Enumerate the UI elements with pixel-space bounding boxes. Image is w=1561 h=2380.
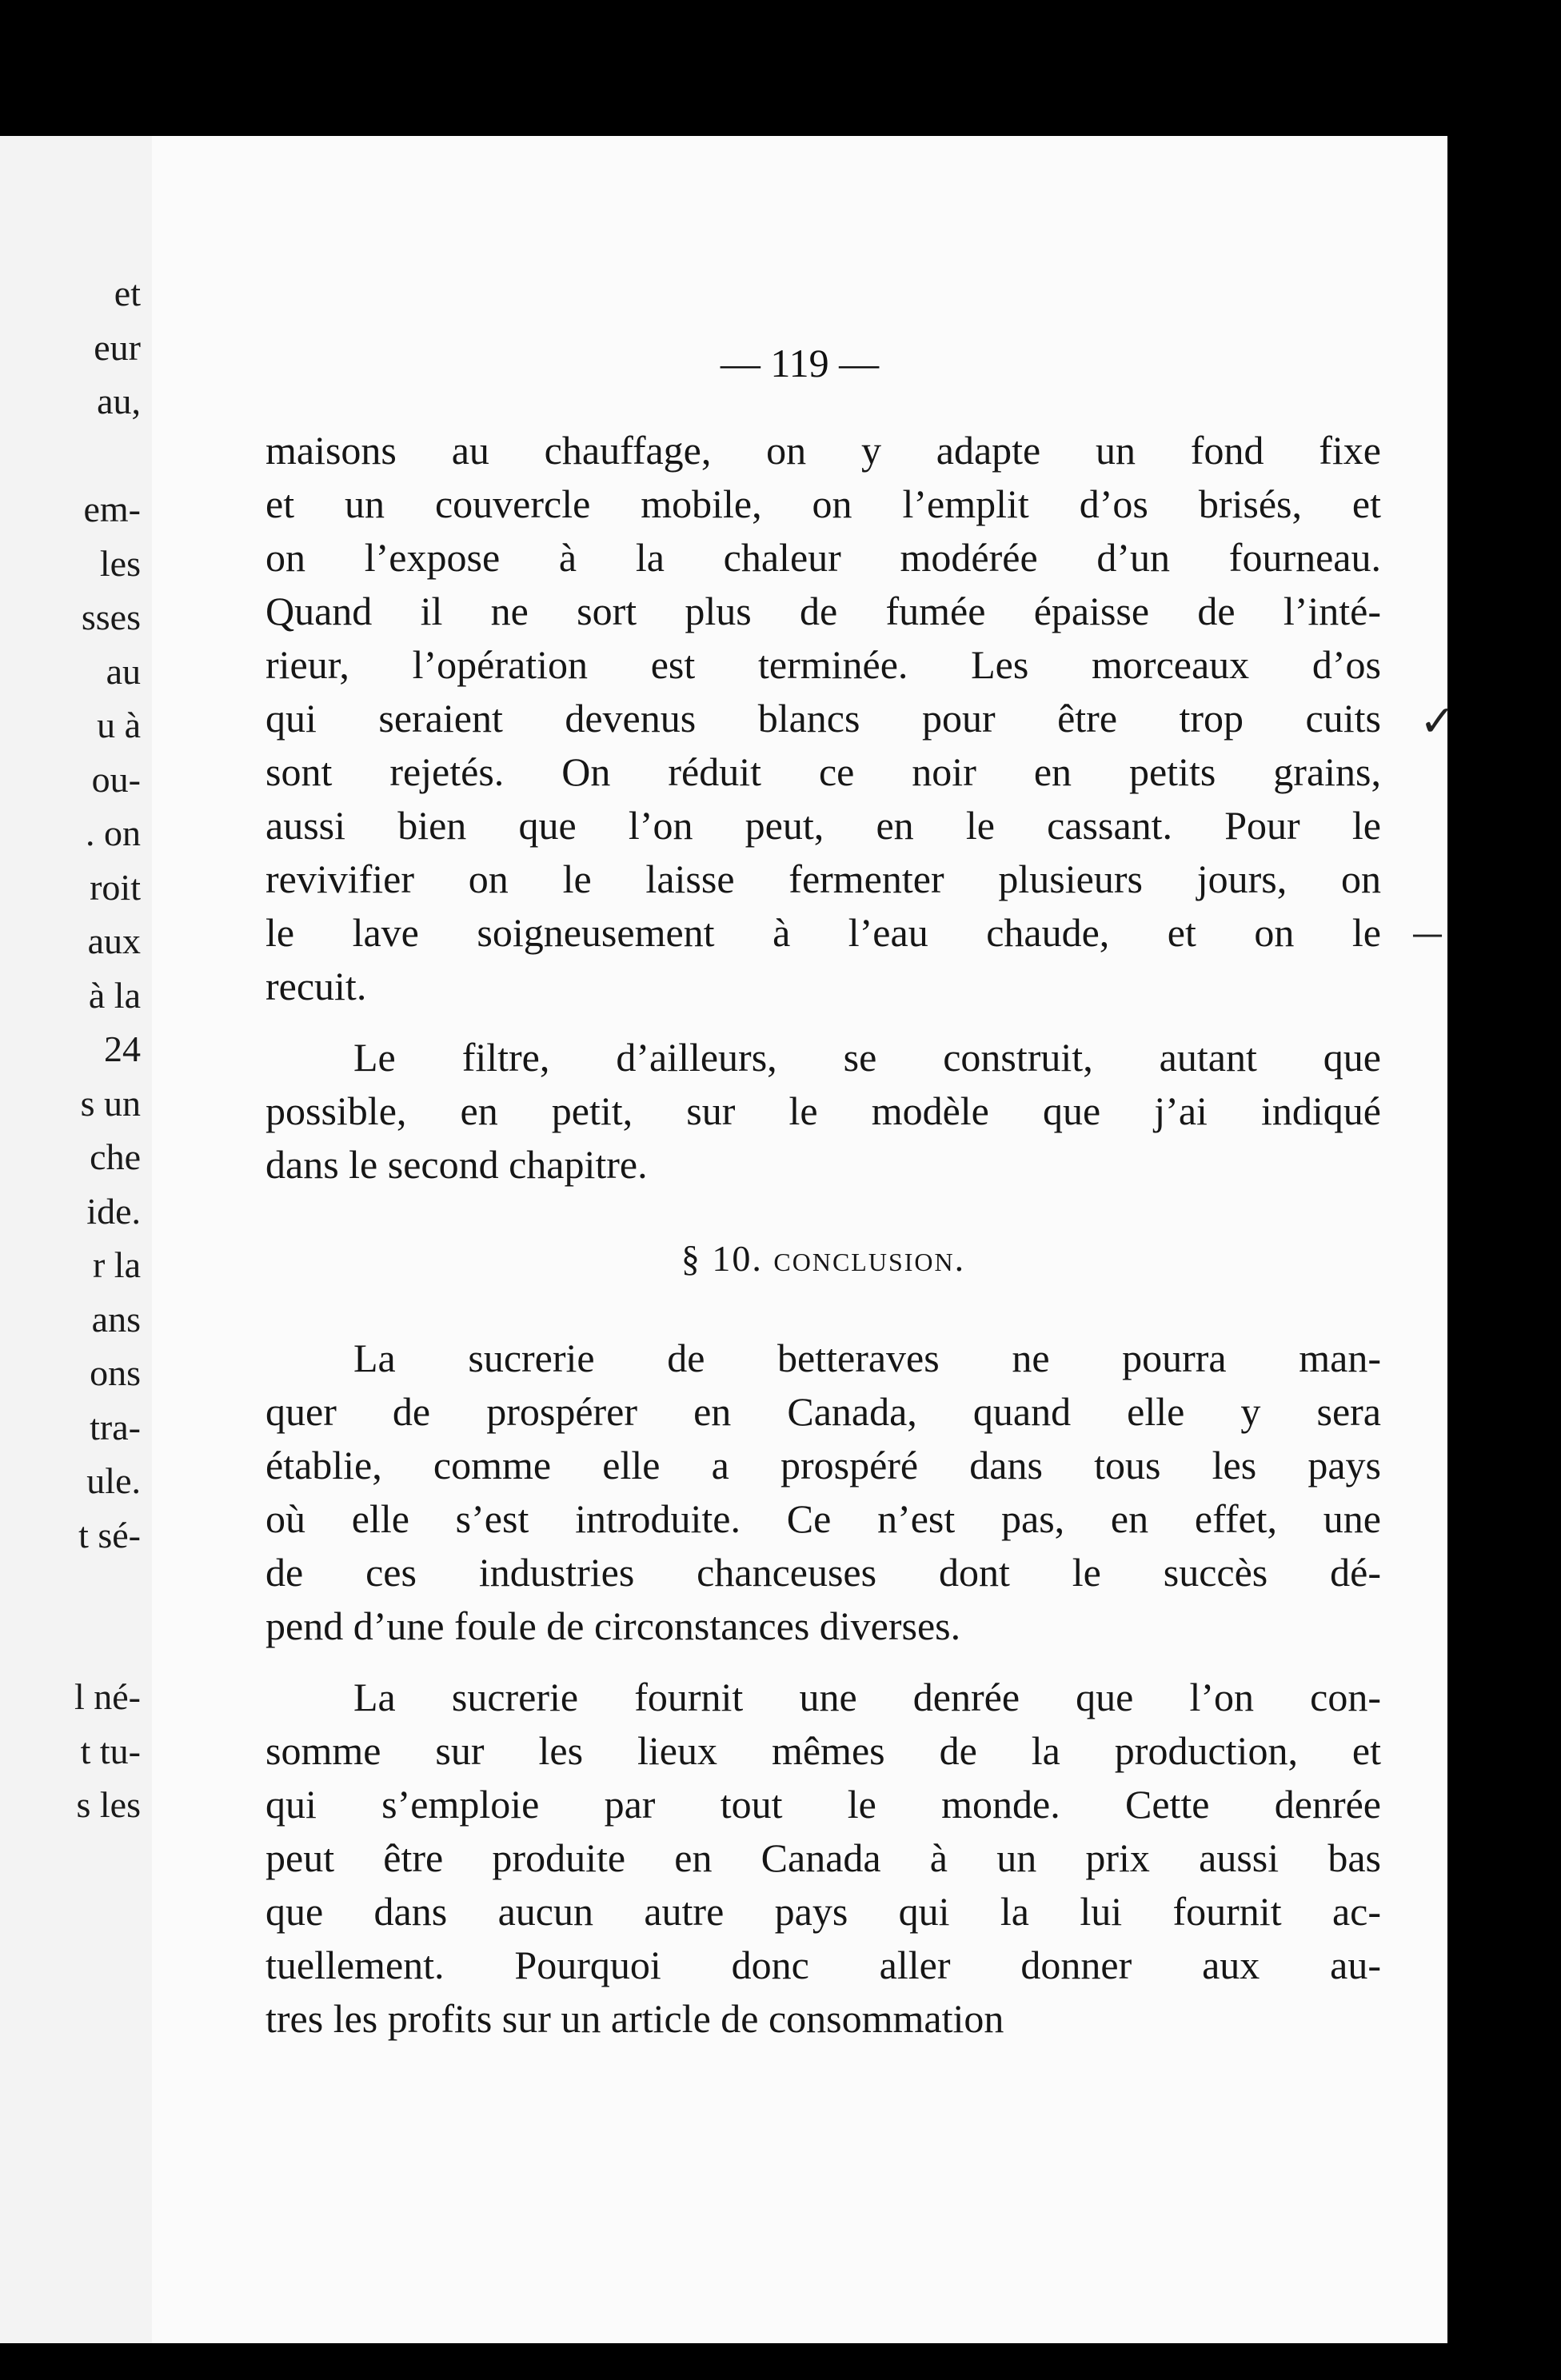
text-line: où elle s’est introduite. Ce n’est pas, en effet, une — [265, 1496, 1381, 1541]
previous-page-line: à la — [88, 974, 141, 1016]
previous-page-line: au — [106, 650, 141, 692]
dash-mark-icon: — — [1411, 916, 1443, 952]
text-line: possible, en petit, sur le modèle que j’ai indiqué — [265, 1088, 1381, 1133]
previous-page-line: ons — [90, 1352, 141, 1393]
text-line: recuit. — [265, 964, 367, 1008]
paragraph-conclusion-1 — [265, 1332, 1381, 1653]
text-line: que dans aucun autre pays qui la lui fournit ac- — [265, 1889, 1381, 1934]
paragraph-filter — [265, 1031, 1381, 1192]
previous-page-line: r la — [92, 1244, 141, 1285]
text-line: rieur, l’opération est terminée. Les morceaux d’os — [265, 642, 1381, 687]
previous-page-line: che — [90, 1136, 141, 1177]
text-line: pend d’une foule de circonstances diverses. — [265, 1603, 961, 1648]
previous-page-line: u à — [97, 705, 141, 745]
previous-page-line: ule. — [86, 1460, 141, 1501]
section-heading — [265, 1232, 1381, 1285]
previous-page-line: l né- — [74, 1676, 141, 1717]
previous-page-line: ou- — [91, 758, 141, 800]
previous-page-line: t tu- — [80, 1730, 141, 1771]
previous-page-line: . on — [86, 813, 141, 853]
text-line: somme sur les lieux mêmes de la production, et — [265, 1728, 1381, 1773]
text-line: tuellement. Pourquoi donc aller donner aux au- — [265, 1943, 1381, 1987]
text-line: et un couvercle mobile, on l’emplit d’os brisés, et — [265, 481, 1381, 526]
previous-page-line: s les — [76, 1784, 141, 1825]
section-title: conclusion. — [773, 1238, 966, 1279]
section-number: § 10. — [681, 1238, 763, 1279]
text-line: tres les profits sur un article de consommation — [265, 1996, 1004, 2041]
previous-page-line: roit — [90, 866, 141, 908]
text-line: aussi bien que l’on peut, en le cassant. Pour le — [265, 803, 1381, 848]
previous-page-line: s un — [80, 1082, 141, 1124]
previous-page-line: aux — [87, 920, 141, 961]
text-line: qui s’emploie par tout le monde. Cette denrée — [265, 1782, 1381, 1827]
previous-page-line: tra- — [90, 1406, 141, 1448]
check-mark-icon: ✓ — [1419, 696, 1456, 746]
previous-page-line: eur — [94, 326, 141, 368]
text-line: Quand il ne sort plus de fumée épaisse de l’inté- — [265, 589, 1381, 633]
previous-page-line: 24 — [104, 1028, 141, 1069]
previous-page-line: t sé- — [78, 1514, 141, 1555]
text-line: de ces industries chanceuses dont le succès dé- — [265, 1550, 1381, 1595]
previous-page-line: ans — [91, 1298, 141, 1340]
text-line: dans le second chapitre. — [265, 1142, 648, 1187]
paragraph-continuation — [265, 424, 1381, 1013]
text-line: sont rejetés. On réduit ce noir en petits grains, — [265, 749, 1381, 794]
previous-page-edge — [0, 136, 157, 2343]
text-line: La sucrerie fournit une denrée que l’on con- — [353, 1675, 1381, 1719]
text-line: qui seraient devenus blancs pour être trop cuits — [265, 696, 1381, 741]
previous-page-line: ide. — [86, 1190, 141, 1232]
previous-page-line: au, — [97, 381, 141, 421]
text-line: le lave soigneusement à l’eau chaude, et on le — [265, 910, 1381, 955]
paragraph-conclusion-2 — [265, 1671, 1381, 2046]
text-line: La sucrerie de betteraves ne pourra man- — [353, 1336, 1381, 1380]
text-line: quer de prospérer en Canada, quand elle y sera — [265, 1389, 1381, 1434]
text-line: on l’expose à la chaleur modérée d’un fourneau. — [265, 535, 1381, 580]
previous-page-line: sses — [81, 597, 141, 637]
previous-page-line: et — [114, 273, 141, 313]
text-line: établie, comme elle a prospéré dans tous les pays — [265, 1443, 1381, 1488]
text-line: Le filtre, d’ailleurs, se construit, autant que — [353, 1035, 1381, 1080]
previous-page-line: em- — [83, 489, 141, 529]
text-line: revivifier on le laisse fermenter plusieurs jours, on — [265, 857, 1381, 901]
page-body — [265, 424, 1381, 2063]
book-page — [152, 136, 1456, 2343]
page-number: — 119 — — [720, 341, 880, 385]
text-line: peut être produite en Canada à un prix aussi bas — [265, 1835, 1381, 1880]
text-line: maisons au chauffage, on y adapte un fond fixe — [265, 428, 1381, 473]
previous-page-line: les — [99, 542, 141, 584]
